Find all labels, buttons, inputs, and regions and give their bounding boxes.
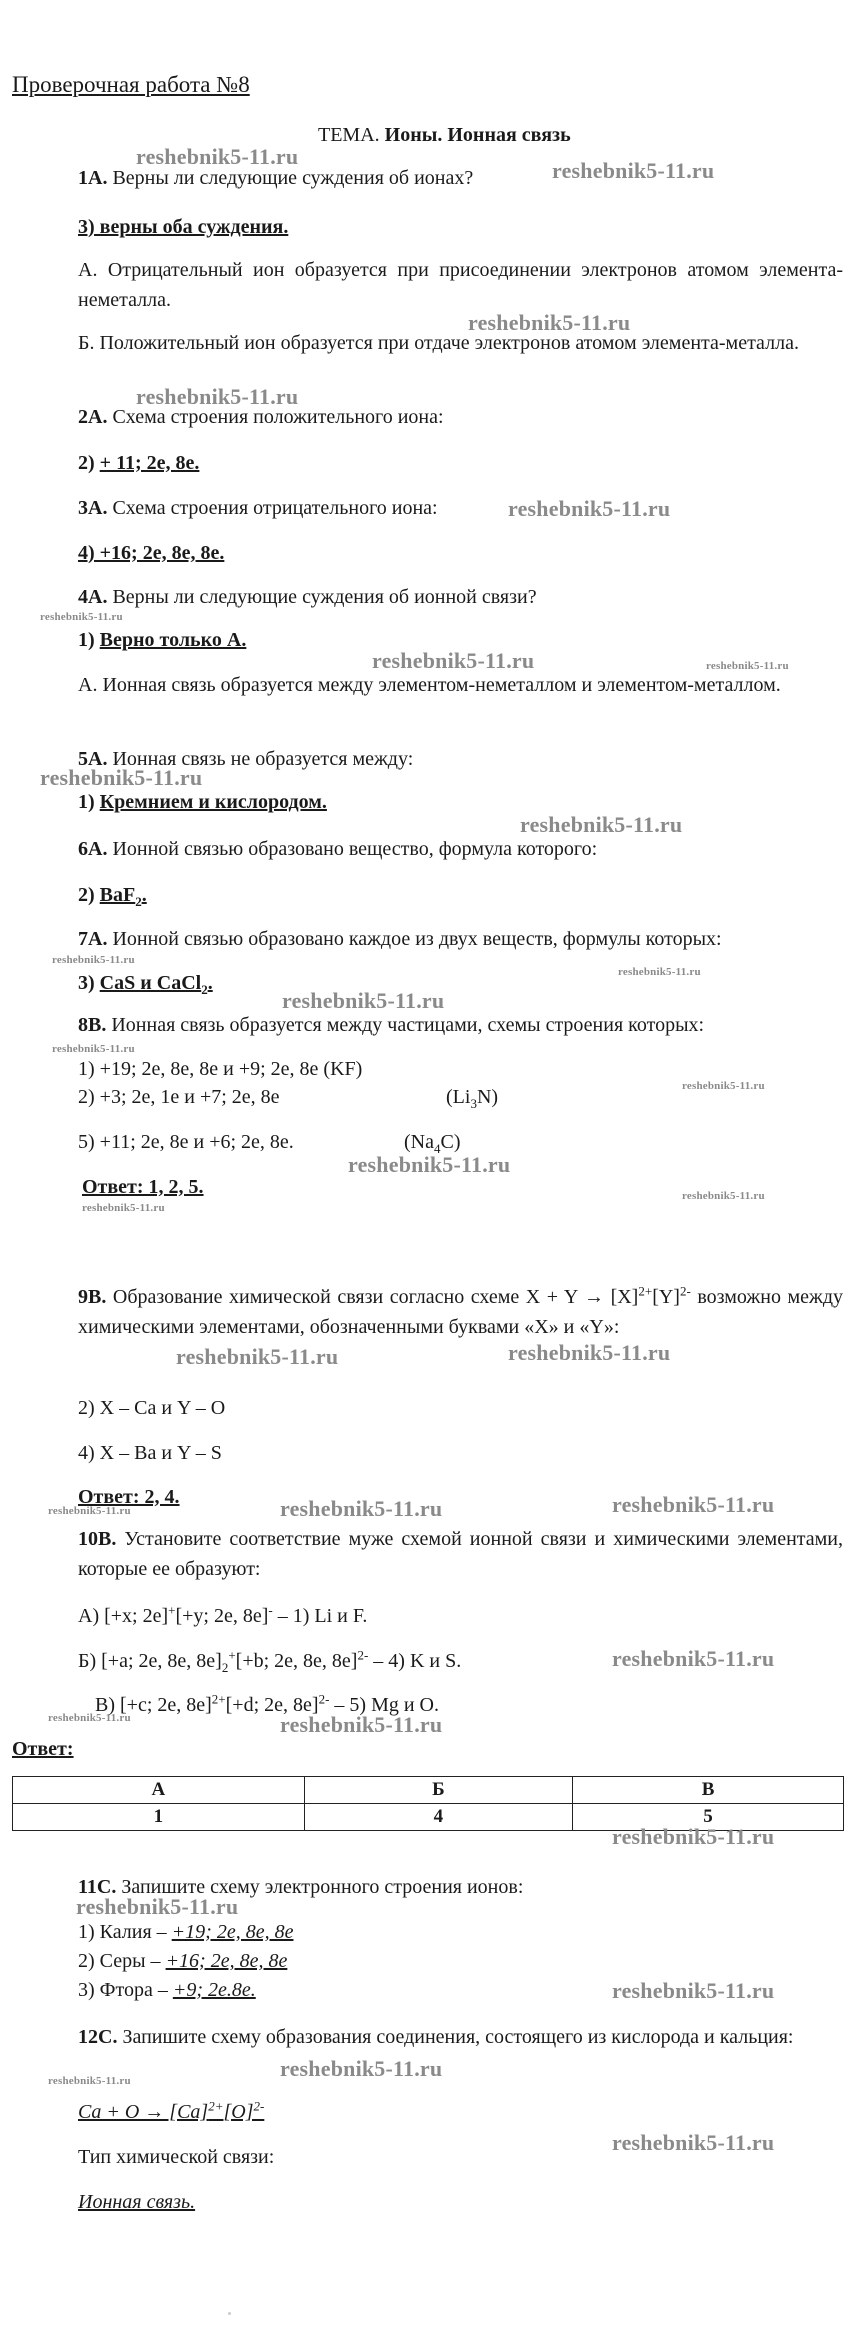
q2-answer bbox=[78, 448, 199, 478]
q7-text: Ионной связью образовано каждое из двух веществ, формулы которых: bbox=[107, 928, 722, 950]
q10-text: Установите соответствие муже схемой ионной связи и химическими элементами, которые ее образуют: bbox=[78, 1528, 843, 1580]
q3-answer: 4) +16; 2е, 8е, 8е. bbox=[78, 542, 225, 564]
q12-formula-sup2: 2- bbox=[253, 2098, 265, 2114]
watermark: reshebnik5-11.ru bbox=[372, 648, 535, 673]
q6-answer-num: 2) bbox=[78, 884, 100, 906]
q11-number: 11С. bbox=[78, 1876, 117, 1898]
q4-answer-num: 1) bbox=[78, 629, 100, 651]
q8-number: 8В. bbox=[78, 1014, 107, 1036]
watermark: reshebnik5-11.ru bbox=[706, 660, 789, 672]
q4-question bbox=[78, 582, 537, 612]
watermark: reshebnik5-11.ru bbox=[76, 1894, 239, 1919]
watermark: reshebnik5-11.ru bbox=[508, 496, 671, 521]
watermark: reshebnik5-11.ru bbox=[48, 1712, 131, 1724]
watermark: reshebnik5-11.ru bbox=[40, 611, 123, 623]
q4-number: 4А. bbox=[78, 586, 108, 608]
scan-speck bbox=[228, 2312, 231, 2315]
q10-answer-table bbox=[12, 1776, 844, 1831]
q1-statement-a: А. Отрицательный ион образуется при присоединении электронов атомом элемента-неметалла. bbox=[78, 259, 843, 311]
watermark: reshebnik5-11.ru bbox=[618, 966, 701, 978]
q8-option-2: 2) +3; 2е, 1е и +7; 2е, 8е bbox=[78, 1086, 280, 1108]
watermark: reshebnik5-11.ru bbox=[612, 1646, 775, 1671]
q12-formula-a: Ca + O → [Ca] bbox=[78, 2101, 209, 2123]
watermark: reshebnik5-11.ru bbox=[612, 1978, 775, 2003]
q6-text: Ионной связью образовано вещество, формула которого: bbox=[107, 838, 598, 860]
q5-answer-text: Кремнием и кислородом. bbox=[99, 791, 327, 813]
q9-answer: Ответ: 2, 4. bbox=[78, 1486, 180, 1508]
q10-b-sub1: 2 bbox=[221, 1660, 229, 1675]
watermark: reshebnik5-11.ru bbox=[280, 1496, 443, 1521]
watermark: reshebnik5-11.ru bbox=[508, 1340, 671, 1365]
q5-answer-num: 1) bbox=[78, 791, 100, 813]
q1-text: Верны ли следующие суждения об ионах? bbox=[107, 167, 474, 189]
q1-answer: 3) верны оба суждения. bbox=[78, 216, 289, 238]
watermark: reshebnik5-11.ru bbox=[348, 1152, 511, 1177]
q12-bond-value: Ионная связь. bbox=[78, 2191, 196, 2213]
q1-number: 1А. bbox=[78, 167, 108, 189]
q9-text-mid: [Y] bbox=[652, 1286, 680, 1308]
q9-option-2: 2) X – Ca и Y – O bbox=[78, 1397, 226, 1419]
q12-bond-label: Тип химической связи: bbox=[78, 2146, 275, 2168]
q12-question bbox=[78, 2022, 843, 2052]
watermark: reshebnik5-11.ru bbox=[52, 954, 135, 966]
q8-answer: Ответ: 1, 2, 5. bbox=[82, 1176, 204, 1198]
q1-statement-b: Б. Положительный ион образуется при отдаче электронов атомом элемента-металла. bbox=[78, 332, 799, 354]
q6-answer bbox=[78, 880, 147, 910]
q10-pair-b bbox=[78, 1646, 461, 1676]
q4-answer bbox=[78, 625, 246, 655]
watermark: reshebnik5-11.ru bbox=[82, 1202, 165, 1214]
q4-answer-text: Верно только А. bbox=[99, 629, 247, 651]
q12-formula-b: [O] bbox=[223, 2101, 254, 2123]
q10-a-part3: – 1) Li и F. bbox=[272, 1605, 368, 1627]
q10-pair-a bbox=[78, 1601, 367, 1631]
q11-l3-value: +9; 2е.8е. bbox=[172, 1979, 256, 2001]
table-header-row bbox=[13, 1777, 844, 1804]
watermark: reshebnik5-11.ru bbox=[136, 144, 299, 169]
q7-formula-sub: 2 bbox=[201, 982, 208, 997]
table-value-b: 4 bbox=[304, 1804, 572, 1831]
q10-c-sup2: 2- bbox=[318, 1691, 330, 1707]
q10-b-sup1: + bbox=[228, 1647, 236, 1663]
q10-a-part1: А) [+x; 2е] bbox=[78, 1605, 169, 1627]
table-header-a: А bbox=[13, 1777, 305, 1804]
q8-opt5-formula-sub: 4 bbox=[433, 1141, 441, 1156]
table-value-c: 5 bbox=[573, 1804, 844, 1831]
q10-b-part2: [+b; 2е, 8е, 8е] bbox=[235, 1650, 358, 1672]
q7-formula: CaS и CaCl bbox=[99, 972, 202, 994]
q8-option-1: 1) +19; 2е, 8е, 8е и +9; 2е, 8е (KF) bbox=[78, 1058, 363, 1080]
q10-number: 10В. bbox=[78, 1528, 117, 1550]
q6-formula-end: . bbox=[141, 884, 147, 906]
watermark: reshebnik5-11.ru bbox=[552, 158, 715, 183]
q9-text-a: Образование химической связи согласно схеме X + Y → [X] bbox=[106, 1286, 639, 1308]
q8-text: Ионная связь образуется между частицами, схемы строения которых: bbox=[106, 1014, 705, 1036]
table-header-b: Б bbox=[304, 1777, 572, 1804]
watermark: reshebnik5-11.ru bbox=[40, 765, 203, 790]
q10-c-part2: [+d; 2е, 8е] bbox=[225, 1694, 319, 1716]
q8-option-5: 5) +11; 2е, 8е и +6; 2е, 8е. bbox=[78, 1131, 294, 1153]
watermark: reshebnik5-11.ru bbox=[682, 1080, 765, 1092]
q11-l2-value: +16; 2е, 8е, 8е bbox=[165, 1950, 288, 1972]
q10-c-sup1: 2+ bbox=[211, 1691, 226, 1707]
q11-l2-label: 2) Серы – bbox=[78, 1950, 166, 1972]
q7-number: 7А. bbox=[78, 928, 108, 950]
q11-line-1 bbox=[78, 1917, 293, 1947]
q10-c-part3: – 5) Mg и O. bbox=[329, 1694, 439, 1716]
q9-sup-2: 2- bbox=[679, 1283, 691, 1299]
topic-label: ТЕМА. bbox=[318, 124, 385, 146]
q10-b-part1: Б) [+a; 2е, 8е, 8е] bbox=[78, 1650, 222, 1672]
q8-question bbox=[78, 1010, 704, 1040]
q6-number: 6А. bbox=[78, 838, 108, 860]
q2-answer-num: 2) bbox=[78, 452, 100, 474]
q3-text: Схема строения отрицательного иона: bbox=[107, 497, 438, 519]
watermark: reshebnik5-11.ru bbox=[520, 812, 683, 837]
q11-l1-label: 1) Калия – bbox=[78, 1921, 172, 1943]
q7-question bbox=[78, 924, 722, 954]
table-header-c: В bbox=[573, 1777, 844, 1804]
q11-l1-value: +19; 2е, 8е, 8е bbox=[171, 1921, 294, 1943]
watermark: reshebnik5-11.ru bbox=[612, 1824, 775, 1849]
q11-l3-label: 3) Фтора – bbox=[78, 1979, 173, 2001]
q5-answer bbox=[78, 787, 327, 817]
q2-number: 2А. bbox=[78, 406, 108, 428]
q9-number: 9В. bbox=[78, 1286, 107, 1308]
q10-a-sup1: + bbox=[168, 1602, 176, 1618]
watermark: reshebnik5-11.ru bbox=[612, 1492, 775, 1517]
q7-answer-num: 3) bbox=[78, 972, 100, 994]
q2-text: Схема строения положительного иона: bbox=[107, 406, 444, 428]
q8-opt5-formula-a: (Na bbox=[404, 1131, 434, 1153]
q7-formula-end: . bbox=[207, 972, 213, 994]
watermark: reshebnik5-11.ru bbox=[280, 1712, 443, 1737]
q3-question bbox=[78, 493, 438, 523]
topic-line bbox=[318, 120, 571, 150]
topic-value: Ионы. Ионная связь bbox=[384, 124, 571, 146]
q4-statement-a: А. Ионная связь образуется между элементом-неметаллом и элементом-металлом. bbox=[78, 674, 781, 696]
q10-b-part3: – 4) K и S. bbox=[368, 1650, 462, 1672]
watermark: reshebnik5-11.ru bbox=[52, 1043, 135, 1055]
watermark: reshebnik5-11.ru bbox=[468, 310, 631, 335]
q10-a-sup2: - bbox=[268, 1602, 273, 1618]
watermark: reshebnik5-11.ru bbox=[280, 2056, 443, 2081]
q6-question bbox=[78, 834, 597, 864]
page-title: Проверочная работа №8 bbox=[12, 72, 250, 97]
watermark: reshebnik5-11.ru bbox=[282, 988, 445, 1013]
q8-opt2-formula-sub: 3 bbox=[470, 1096, 477, 1111]
q12-formula bbox=[78, 2097, 264, 2127]
q6-formula-sub: 2 bbox=[135, 894, 142, 909]
q10-a-part2: [+y; 2е, 8е] bbox=[175, 1605, 269, 1627]
q4-text: Верны ли следующие суждения об ионной связи? bbox=[107, 586, 537, 608]
q8-opt2-formula-a: (Li bbox=[446, 1086, 471, 1108]
table-value-a: 1 bbox=[13, 1804, 305, 1831]
q12-formula-sup1: 2+ bbox=[208, 2098, 224, 2114]
q8-opt5-formula-b: C) bbox=[440, 1131, 461, 1153]
q6-formula: BaF bbox=[99, 884, 136, 906]
watermark: reshebnik5-11.ru bbox=[136, 384, 299, 409]
q11-line-3 bbox=[78, 1975, 256, 2005]
watermark: reshebnik5-11.ru bbox=[48, 2075, 131, 2087]
watermark: reshebnik5-11.ru bbox=[682, 1190, 765, 1202]
q12-text: Запишите схему образования соединения, состоящего из кислорода и кальция: bbox=[117, 2026, 794, 2048]
q7-answer bbox=[78, 968, 213, 998]
q10-question bbox=[78, 1524, 843, 1584]
q10-answer-label: Ответ: bbox=[12, 1738, 74, 1760]
watermark: reshebnik5-11.ru bbox=[176, 1344, 339, 1369]
q9-text-b: возможно между химическими элементами, обозначенными буквами «X» и «Y»: bbox=[78, 1286, 843, 1338]
q9-option-4: 4) X – Ba и Y – S bbox=[78, 1442, 222, 1464]
q9-sup-1: 2+ bbox=[638, 1283, 653, 1299]
q2-answer-text: + 11; 2е, 8е. bbox=[99, 452, 200, 474]
q8-opt2-formula-b: N) bbox=[476, 1086, 499, 1108]
q10-b-sup2: 2- bbox=[357, 1647, 369, 1663]
q9-question bbox=[78, 1282, 843, 1342]
q5-text: Ионная связь не образуется между: bbox=[107, 748, 414, 770]
q5-number: 5А. bbox=[78, 748, 108, 770]
q3-number: 3А. bbox=[78, 497, 108, 519]
q11-line-2 bbox=[78, 1946, 287, 1976]
watermark: reshebnik5-11.ru bbox=[48, 1505, 131, 1517]
q10-c-part1: В) [+c; 2е, 8е] bbox=[95, 1694, 212, 1716]
q8-option-2-formula bbox=[446, 1082, 498, 1112]
q12-number: 12С. bbox=[78, 2026, 118, 2048]
watermark: reshebnik5-11.ru bbox=[612, 2130, 775, 2155]
q11-text: Запишите схему электронного строения ионов: bbox=[116, 1876, 524, 1898]
